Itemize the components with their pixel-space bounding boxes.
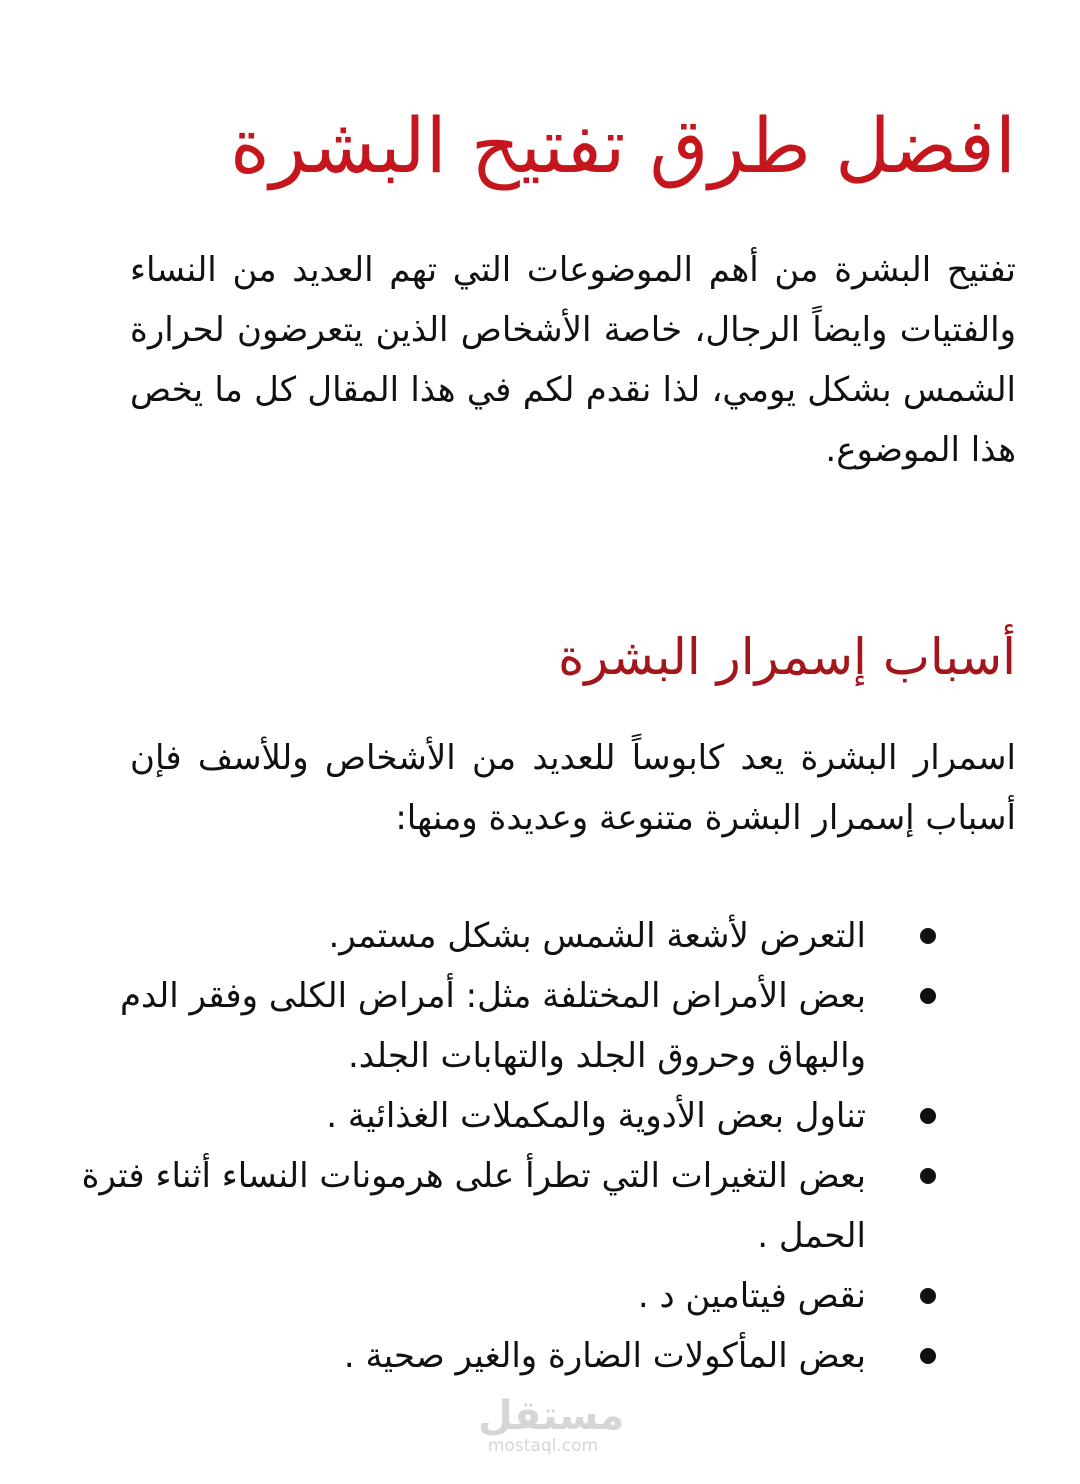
intro-paragraph: تفتيح البشرة من أهم الموضوعات التي تهم العديد من النساء والفتيات وايضاً الرجال، خاصة الأشخاص الذين يتعرضون لحرارة الشمس بشكل يومي، لذا نقدم لكم في هذا المقال كل ما يخص هذا الموضوع. bbox=[130, 250, 1016, 470]
watermark-url: mostaql.com bbox=[487, 1436, 599, 1456]
bullet-icon bbox=[920, 1288, 936, 1304]
section-heading: أسباب إسمرار البشرة bbox=[558, 628, 1016, 686]
list-item bbox=[70, 906, 1016, 966]
bullet-icon bbox=[920, 1108, 936, 1124]
section-paragraph: اسمرار البشرة يعد كابوساً للعديد من الأشخاص وللأسف فإن أسباب إسمرار البشرة متنوعة وعديدة ومنها: bbox=[130, 738, 1016, 838]
list-item-text: نقص فيتامين د . bbox=[637, 1276, 866, 1316]
causes-list bbox=[70, 906, 1016, 1386]
watermark-logo: مستقل bbox=[478, 1393, 625, 1439]
bullet-icon bbox=[920, 1168, 936, 1184]
list-item bbox=[70, 966, 1016, 1086]
list-item-text: التعرض لأشعة الشمس بشكل مستمر. bbox=[328, 916, 866, 956]
list-item bbox=[70, 1266, 1016, 1326]
bullet-icon bbox=[920, 988, 936, 1004]
list-item-text: تناول بعض الأدوية والمكملات الغذائية . bbox=[326, 1096, 866, 1136]
list-item bbox=[70, 1086, 1016, 1146]
list-item bbox=[70, 1146, 1016, 1266]
list-item bbox=[70, 1326, 1016, 1386]
page-title: افضل طرق تفتيح البشرة bbox=[229, 101, 1016, 190]
bullet-icon bbox=[920, 1348, 936, 1364]
watermark bbox=[478, 1393, 625, 1456]
list-item-text: بعض المأكولات الضارة والغير صحية . bbox=[343, 1336, 866, 1376]
list-item-text: بعض الأمراض المختلفة مثل: أمراض الكلى وفقر الدم والبهاق وحروق الجلد والتهابات الجلد. bbox=[119, 976, 866, 1076]
list-item-text: بعض التغيرات التي تطرأ على هرمونات النساء أثناء فترة الحمل . bbox=[81, 1156, 866, 1256]
document-page bbox=[70, 0, 1016, 1484]
bullet-icon bbox=[920, 928, 936, 944]
